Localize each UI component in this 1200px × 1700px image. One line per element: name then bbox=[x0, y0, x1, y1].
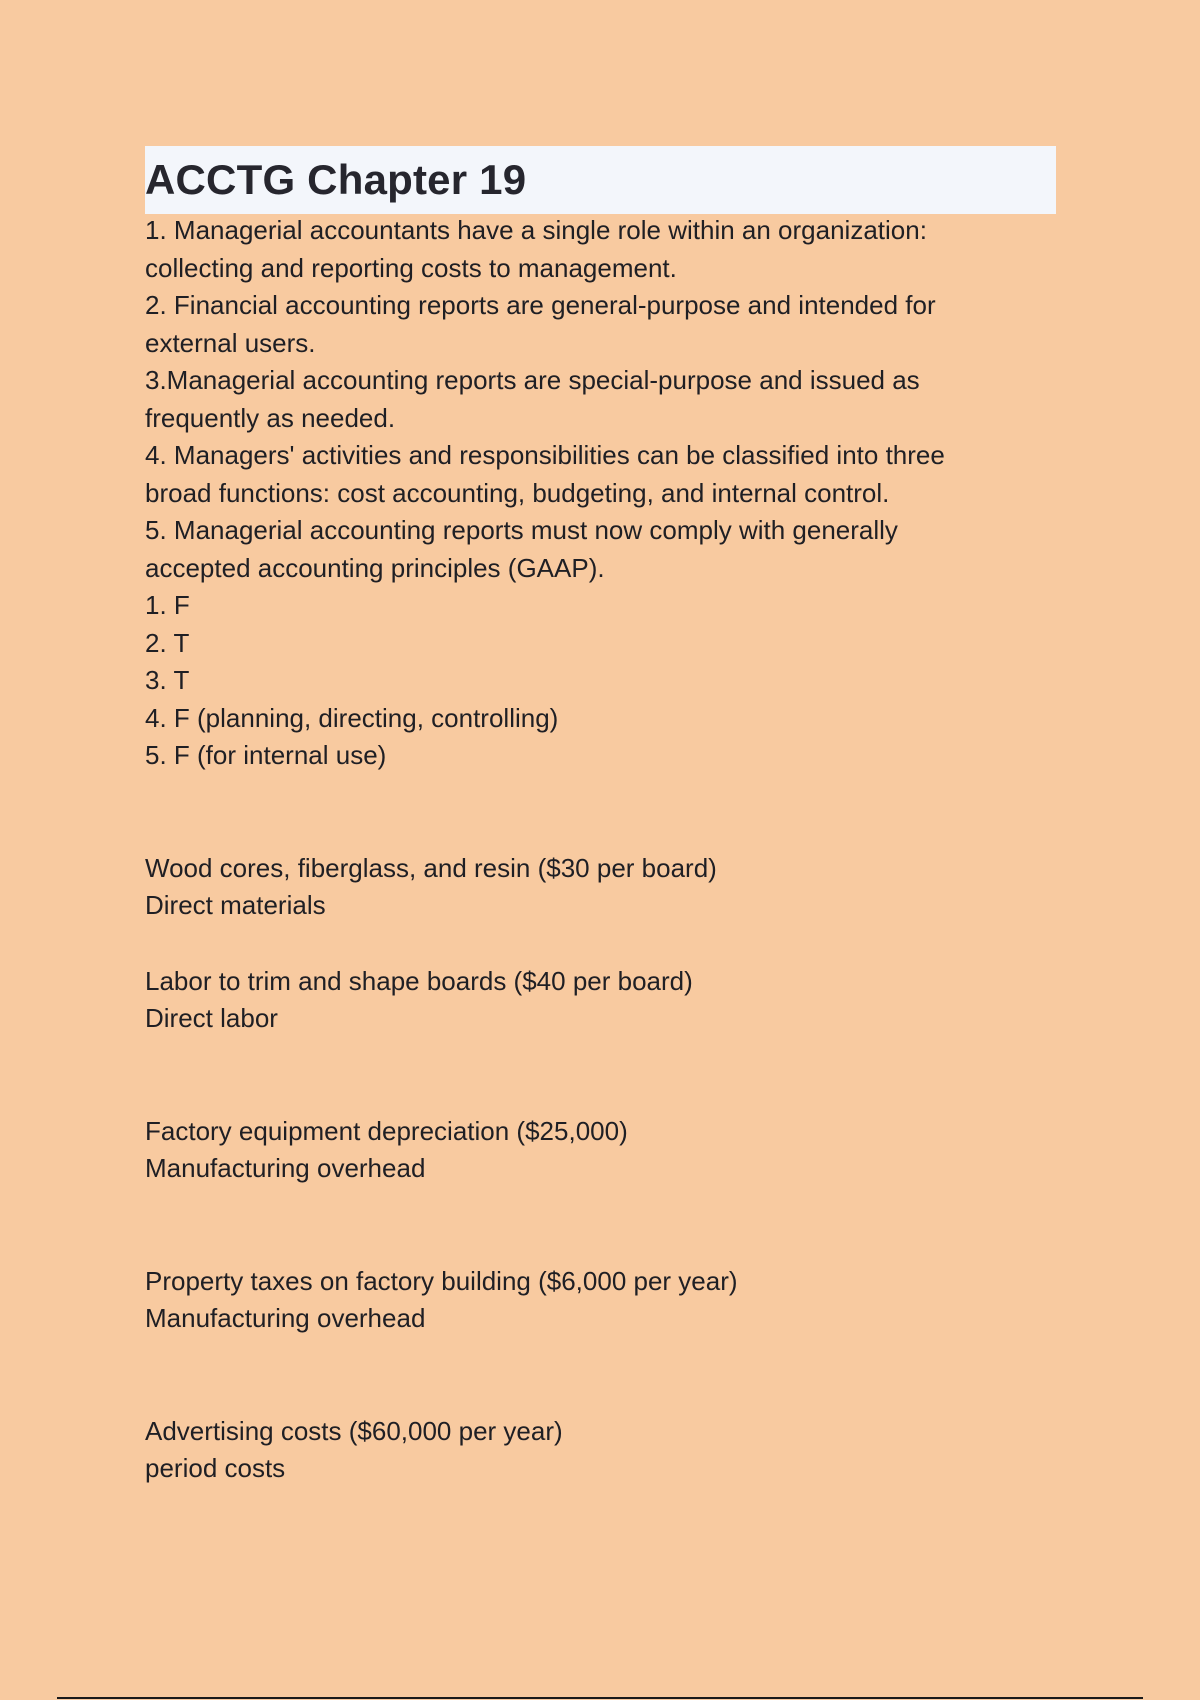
cost-item: Property taxes on factory building ($6,000 per year) bbox=[145, 1265, 738, 1296]
statement-5-line-2: accepted accounting principles (GAAP). bbox=[145, 552, 605, 583]
cost-item: Labor to trim and shape boards ($40 per board) bbox=[145, 965, 693, 996]
statement-2-line-2: external users. bbox=[145, 327, 316, 358]
spacer bbox=[145, 925, 1045, 963]
answer-1: 1. F bbox=[145, 590, 190, 620]
statement-4-line-1: 4. Managers' activities and responsibilities can be classified into three bbox=[145, 440, 945, 470]
cost-classification-2 bbox=[145, 963, 1045, 1038]
statement-3-line-2: frequently as needed. bbox=[145, 402, 396, 433]
bottom-divider bbox=[57, 1697, 1143, 1699]
cost-category: Direct labor bbox=[145, 1003, 278, 1033]
cost-item: Factory equipment depreciation ($25,000) bbox=[145, 1115, 628, 1146]
cost-item: Advertising costs ($60,000 per year) bbox=[145, 1415, 563, 1446]
answer-2: 2. T bbox=[145, 627, 190, 658]
cost-item: Wood cores, fiberglass, and resin ($30 per board) bbox=[145, 852, 717, 883]
cost-classification-3 bbox=[145, 1113, 1045, 1188]
answer-4: 4. F (planning, directing, controlling) bbox=[145, 702, 559, 733]
statement-4-line-2: broad functions: cost accounting, budgeting, and internal control. bbox=[145, 477, 890, 508]
spacer bbox=[145, 1338, 1045, 1413]
statement-3-line-1: 3.Managerial accounting reports are special-purpose and issued as bbox=[145, 365, 920, 395]
cost-category: period costs bbox=[145, 1453, 286, 1483]
page-title: ACCTG Chapter 19 bbox=[145, 156, 527, 203]
answer-3: 3. T bbox=[145, 665, 190, 695]
cost-classification-5 bbox=[145, 1413, 1045, 1488]
true-false-statements bbox=[145, 212, 1045, 587]
cost-classification-1 bbox=[145, 850, 1045, 925]
spacer bbox=[145, 775, 1045, 850]
document-body bbox=[145, 212, 1045, 1488]
statement-1-line-1: 1. Managerial accountants have a single role within an organization: bbox=[145, 215, 927, 245]
cost-classification-4 bbox=[145, 1263, 1045, 1338]
statement-1-line-2: collecting and reporting costs to management. bbox=[145, 252, 677, 283]
spacer bbox=[145, 1188, 1045, 1263]
cost-category: Manufacturing overhead bbox=[145, 1153, 426, 1183]
statement-5-line-1: 5. Managerial accounting reports must now comply with generally bbox=[145, 515, 898, 545]
answer-key bbox=[145, 587, 1045, 775]
statement-2-line-1: 2. Financial accounting reports are general-purpose and intended for bbox=[145, 290, 936, 320]
spacer bbox=[145, 1038, 1045, 1113]
answer-5: 5. F (for internal use) bbox=[145, 740, 387, 770]
cost-category: Direct materials bbox=[145, 890, 326, 920]
cost-category: Manufacturing overhead bbox=[145, 1303, 426, 1333]
